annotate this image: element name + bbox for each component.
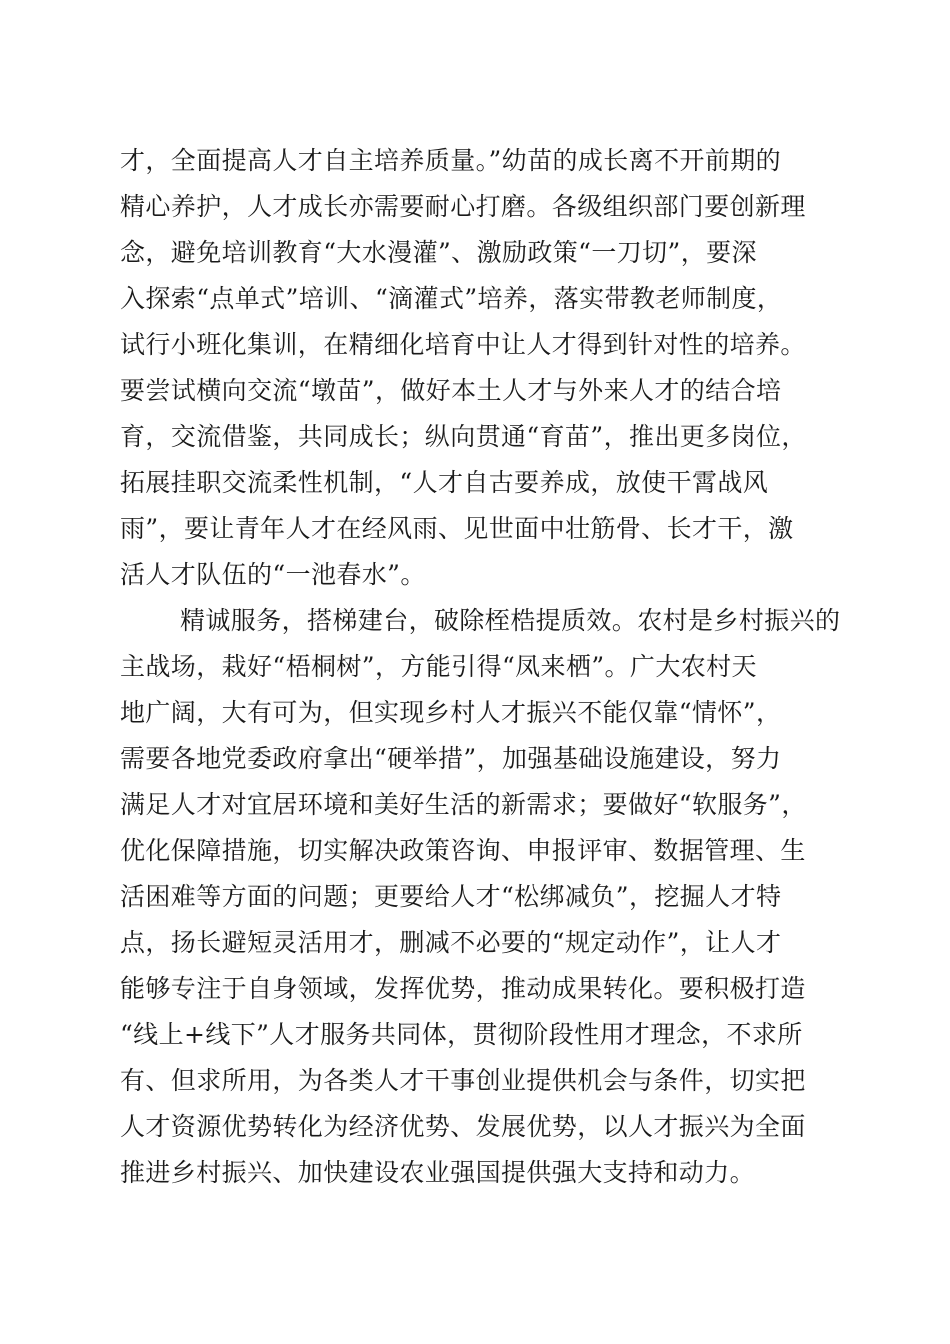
text-line: 要尝试横向交流“墩苗”，做好本土人才与外来人才的结合培: [120, 376, 782, 405]
text-line: 优化保障措施，切实解决政策咨询、申报评审、数据管理、生: [120, 836, 806, 865]
text-line: 入探索“点单式”培训、“滴灌式”培养，落实带教老师制度，: [120, 284, 783, 313]
text-line: 拓展挂职交流柔性机制，“人才自古要养成，放使干霄战风: [120, 468, 769, 497]
text-line: 人才资源优势转化为经济优势、发展优势，以人才振兴为全面: [120, 1112, 806, 1141]
text-line: 念，避免培训教育“大水漫灌”、激励政策“一刀切”，要深: [120, 238, 757, 267]
text-line: 主战场，栽好“梧桐树”，方能引得“凤来栖”。广大农村天: [120, 652, 757, 681]
text-line: 试行小班化集训，在精细化培育中让人才得到针对性的培养。: [120, 330, 806, 359]
text-line: 点，扬长避短灵活用才，删减不必要的“规定动作”，让人才: [120, 928, 782, 957]
text-line: 才，全面提高人才自主培养质量。”幼苗的成长离不开前期的: [120, 146, 782, 175]
text-line: 需要各地党委政府拿出“硬举措”，加强基础设施建设，努力: [120, 744, 782, 773]
text-line: 能够专注于自身领域，发挥优势，推动成果转化。要积极打造: [120, 974, 806, 1003]
text-line: 推进乡村振兴、加快建设农业强国提供强大支持和动力。: [120, 1158, 756, 1187]
text-line: 活人才队伍的“一池春水”。: [120, 560, 426, 589]
text-line: 雨”，要让青年人才在经风雨、见世面中壮筋骨、长才干，激: [120, 514, 794, 543]
document-body: [120, 138, 840, 1196]
text-line: 精心养护，人才成长亦需要耐心打磨。各级组织部门要创新理: [120, 192, 806, 221]
text-line: 有、但求所用，为各类人才干事创业提供机会与条件，切实把: [120, 1066, 806, 1095]
text-line: 地广阔，大有可为，但实现乡村人才振兴不能仅靠“情怀”，: [120, 698, 782, 727]
text-line: 满足人才对宜居环境和美好生活的新需求；要做好“软服务”，: [120, 790, 807, 819]
paragraph-first-line: 精诚服务，搭梯建台，破除桎梏提质效。农村是乡村振兴的: [180, 606, 840, 635]
text-line: 活困难等方面的问题；更要给人才“松绑减负”，挖掘人才特: [120, 882, 782, 911]
text-line: “线上+线下”人才服务共同体，贯彻阶段性用才理念，不求所: [120, 1020, 803, 1049]
text-line: 育，交流借鉴，共同成长；纵向贯通“育苗”，推出更多岗位，: [120, 422, 807, 451]
